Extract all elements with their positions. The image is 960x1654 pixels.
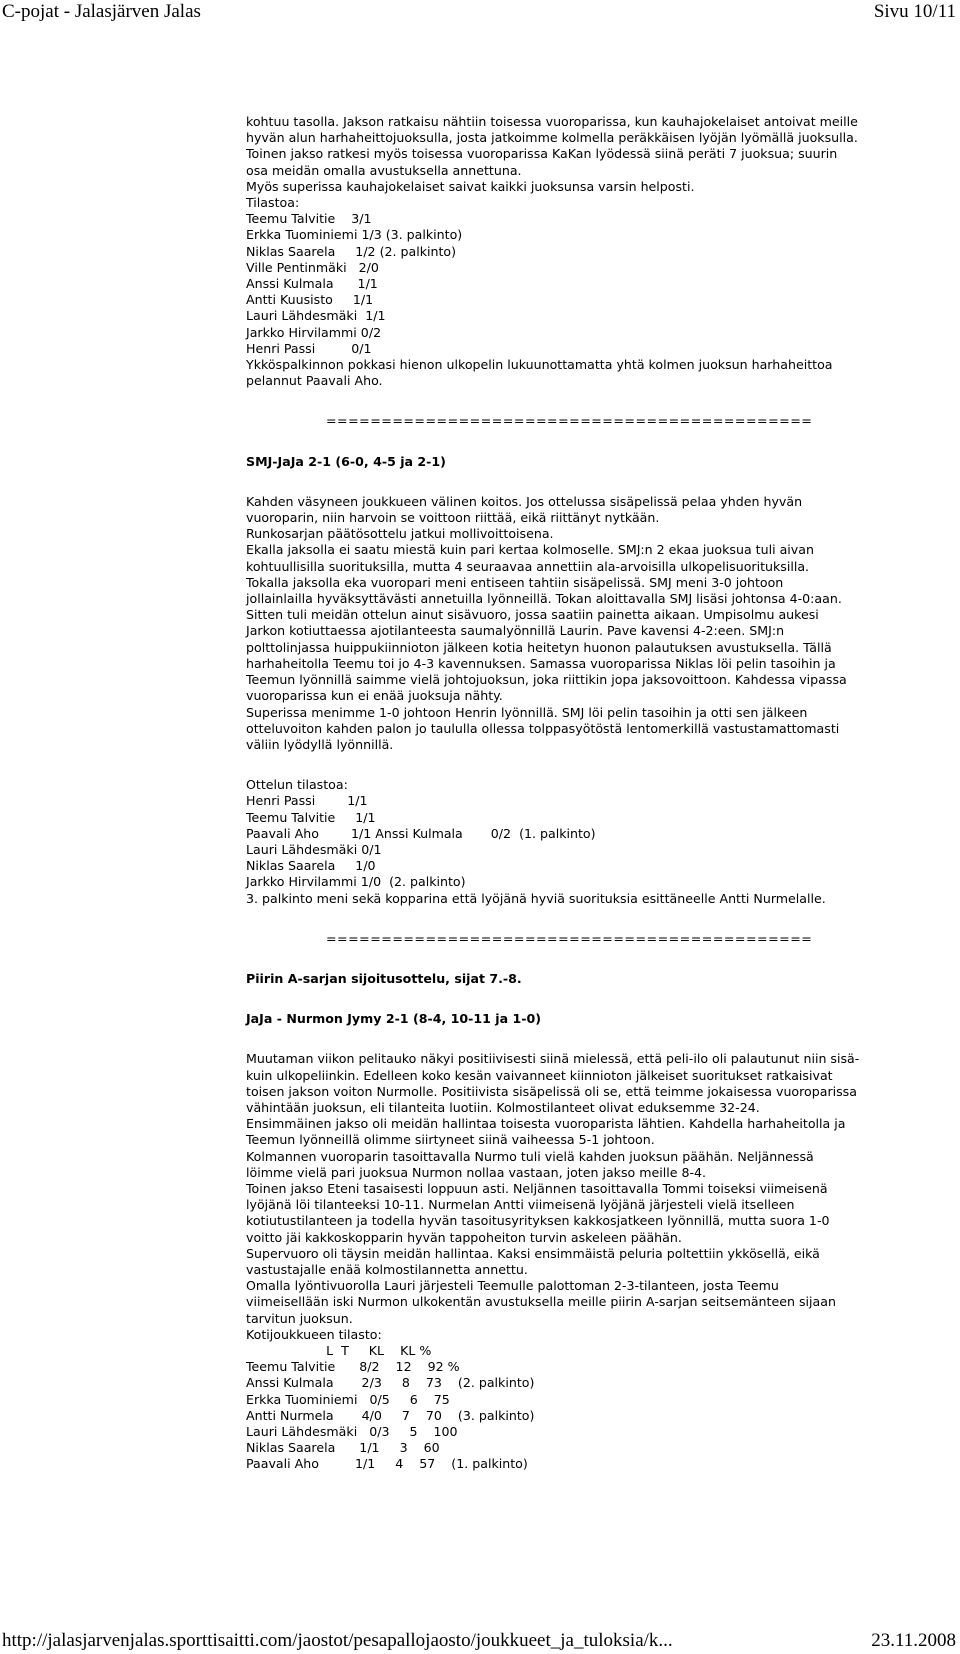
paragraph-line: tarvitun juoksun.: [246, 1310, 353, 1326]
paragraph-line: kuin ulkopeliinkin. Edelleen koko kesän vaivanneet kiinnioton jälkeiset suoritukset ratkaisivat: [246, 1067, 833, 1083]
paragraph-line: Muutaman viikon pelitauko näkyi positiivisesti siinä mielessä, että peli-ilo oli palautunut niin sisä-: [246, 1051, 860, 1067]
paragraph-line: löimme vielä pari juoksua Nurmon nollaa vastaan, joten jakso meille 8-4.: [246, 1164, 707, 1180]
stats-row: 3. palkinto meni sekä kopparina että lyöjänä hyviä suorituksia esittäneelle Antti Nurmelalle.: [246, 890, 826, 906]
stats-row: Teemu Talvitie 3/1: [246, 211, 372, 227]
stats-title: Ottelun tilastoa:: [246, 777, 348, 793]
paragraph-line: viimeisellään iski Nurmon ulkokentän avustuksella meille piirin A-sarjan seitsemänteen sijaan: [246, 1294, 836, 1310]
paragraph-line: kohtuullisilla suorituksilla, mutta 4 seuraavaa annettiin ala-arvoisilla ulkopelisuorituksilla.: [246, 558, 810, 574]
match-report-continued: [246, 114, 926, 389]
paragraph-line: Ensimmäinen jakso oli meidän hallintaa toisesta vuoroparista lähtien. Kahdella harhaheitolla ja: [246, 1116, 846, 1132]
stats-row: Lauri Lähdesmäki 1/1: [246, 308, 386, 324]
stats-title: Kotijoukkueen tilasto:: [246, 1326, 382, 1342]
stats-row: Teemu Talvitie 1/1: [246, 809, 376, 825]
paragraph-line: osa meidän omalla avustuksella annettuna.: [246, 162, 522, 178]
paragraph-line: Ykköspalkinnon pokkasi hienon ulkopelin lukuunottamatta yhtä kolmen juoksun harhaheittoa: [246, 357, 833, 373]
paragraph-line: Runkosarjan päätösottelu jatkui mollivoittoisena.: [246, 526, 554, 542]
paragraph-line: Toinen jakso ratkesi myös toisessa vuoroparissa KaKan lyödessä siinä peräti 7 juoksua; suurin: [246, 146, 838, 162]
print-date: 23.11.2008: [871, 1630, 956, 1651]
paragraph-line: Jarkon kotiuttaessa ajotilanteesta saumalyönnillä Laurin. Pave kavensi 4-2:een. SMJ:n: [246, 623, 785, 639]
match-report-nurmo: [246, 971, 926, 1473]
stats-row: Erkka Tuominiemi 1/3 (3. palkinto): [246, 227, 463, 243]
stats-row: Henri Passi 0/1: [246, 340, 372, 356]
article-content: [246, 114, 926, 1473]
paragraph-line: Kolmannen vuoroparin tasoittavalla Nurmo tuli vielä kahden juoksun päähän. Neljännessä: [246, 1148, 814, 1164]
stats-table-row: Lauri Lähdesmäki 0/3 5 100: [246, 1424, 458, 1440]
paragraph-line: lyöjänä löi tilanteeksi 10-11. Nurmelan Antti viimeisenä lyöjänä järjesteli vielä itselleen: [246, 1197, 795, 1213]
paragraph-line: Ekalla jaksolla ei saatu miestä kuin pari kertaa kolmoselle. SMJ:n 2 ekaa juoksua tuli aivan: [246, 542, 814, 558]
stats-table-header: L T KL KL %: [246, 1343, 432, 1358]
paragraph-line: Toinen jakso Eteni tasaisesti loppuun asti. Neljännen tasoittavalla Tommi toiseksi viimeisenä: [246, 1180, 828, 1196]
separator-line: ============================================: [326, 930, 813, 946]
paragraph-line: Omalla lyöntivuorolla Lauri järjesteli Teemulle palottoman 2-3-tilanteen, josta Teemu: [246, 1278, 779, 1294]
paragraph-line: otteluvoiton kahden palon jo taululla ollessa tolppasyötöstä lentomerkillä vastustamattomasti: [246, 720, 840, 736]
match-heading: SMJ-JaJa 2-1 (6-0, 4-5 ja 2-1): [246, 453, 446, 469]
stats-row: Niklas Saarela 1/2 (2. palkinto): [246, 243, 457, 259]
separator-line: ============================================: [326, 413, 813, 429]
stats-row: Jarkko Hirvilammi 0/2: [246, 324, 382, 340]
stats-table-row: Erkka Tuominiemi 0/5 6 75: [246, 1391, 450, 1407]
stats-row: Ville Pentinmäki 2/0: [246, 259, 379, 275]
match-report-smj: [246, 454, 926, 907]
paragraph-line: Kahden väsyneen joukkueen välinen koitos. Jos ottelussa sisäpelissä pelaa yhden hyvän: [246, 493, 803, 509]
page-header: [0, 0, 960, 26]
paragraph-line: vastustajalle enää kolmostilannetta annettu.: [246, 1261, 528, 1277]
stats-table-row: Antti Nurmela 4/0 7 70 (3. palkinto): [246, 1407, 535, 1423]
paragraph-line: vuoroparin, niin harvoin se voittoon riittää, eikä riittänyt nytkään.: [246, 510, 660, 526]
paragraph-line: toisen jakson voiton Nurmolle. Positiivista sisäpelissä oli se, että teimme jokaisessa vuoroparissa: [246, 1083, 857, 1099]
home-team-stats-table: [246, 1343, 926, 1473]
document-title: C-pojat - Jalasjärven Jalas: [2, 1, 201, 22]
stats-row: Antti Kuusisto 1/1: [246, 292, 374, 308]
stats-table-row: Niklas Saarela 1/1 3 60: [246, 1440, 440, 1456]
paragraph-line: vähintään juoksun, eli tilanteita luotiin. Kolmostilanteet olivat eduksemme 32-24.: [246, 1099, 760, 1115]
stats-row: Lauri Lähdesmäki 0/1: [246, 841, 382, 857]
paragraph-line: polttolinjassa huippukiinnioton jälkeen kotia heitetyn huonon palautuksen avustuksella. Tällä: [246, 639, 832, 655]
match-stats: [246, 793, 926, 906]
stats-table-row: Teemu Talvitie 8/2 12 92 %: [246, 1359, 460, 1375]
stats-row: Paavali Aho 1/1 Anssi Kulmala 0/2 (1. palkinto): [246, 825, 596, 841]
paragraph-line: Teemun lyönneillä olimme siirtyneet siinä vaiheessa 5-1 johtoon.: [246, 1132, 655, 1148]
series-heading: Piirin A-sarjan sijoitusottelu, sijat 7.-8.: [246, 970, 522, 986]
paragraph-line: Myös superissa kauhajokelaiset saivat kaikki juoksunsa varsin helposti.: [246, 178, 695, 194]
paragraph-line: vuoroparissa kun ei enää juoksuja nähty.: [246, 688, 503, 704]
player-stats: [246, 211, 926, 357]
paragraph-line: kohtuu tasolla. Jakson ratkaisu nähtiin toisessa vuoroparissa, kun kauhajokelaiset antoivat meille: [246, 114, 858, 129]
stats-row: Niklas Saarela 1/0: [246, 858, 376, 874]
paragraph-line: väliin lyödyllä lyönnillä.: [246, 736, 394, 752]
stats-row: Henri Passi 1/1: [246, 793, 368, 809]
paragraph-line: Teemun lyönnillä saimme vielä johtojuoksun, joka riittikin jopa jaksovoittoon. Kahdessa vipassa: [246, 672, 847, 688]
paragraph-line: Sitten tuli meidän ottelun ainut sisävuoro, jossa saatiin painetta aikaan. Umpisolmu aukesi: [246, 607, 819, 623]
stats-row: Anssi Kulmala 1/1: [246, 276, 378, 292]
paragraph-line: kotiutustilanteen ja todella hyvän tasoitusyrityksen kakkosjatkeen lyönnillä, mutta suora 1-0: [246, 1213, 830, 1229]
paragraph-line: voitto jäi kakkoskopparin hyvän tappoheiton turvin askeleen päähän.: [246, 1229, 682, 1245]
stats-title: Tilastoa:: [246, 195, 300, 211]
paragraph-line: jollainlailla hyväksyttävästi annetuilla lyönneillä. Tokan aloittavalla SMJ lisäsi johtonsa 4-0:aan.: [246, 591, 842, 607]
stats-table-row: Paavali Aho 1/1 4 57 (1. palkinto): [246, 1456, 528, 1472]
page-number: Sivu 10/11: [873, 1, 956, 22]
paragraph-line: pelannut Paavali Aho.: [246, 373, 383, 389]
paragraph-line: Tokalla jaksolla eka vuoropari meni entiseen tahtiin sisäpelissä. SMJ meni 3-0 johtoon: [246, 574, 784, 590]
stats-table-row: Anssi Kulmala 2/3 8 73 (2. palkinto): [246, 1375, 535, 1391]
match-heading: JaJa - Nurmon Jymy 2-1 (8-4, 10-11 ja 1-0): [246, 1011, 541, 1027]
paragraph-line: harhaheitolla Teemu toi jo 4-3 kavennuksen. Samassa vuoroparissa Niklas löi pelin tasoihin ja: [246, 655, 836, 671]
paragraph-line: hyvän alun harhaheittojuoksulla, josta jatkoimme kolmella peräkkäisen lyöjän lyömällä juoksulla.: [246, 130, 858, 146]
paragraph-line: Supervuoro oli täysin meidän hallintaa. Kaksi ensimmäistä peluria poltettiin ykkösellä, eikä: [246, 1245, 820, 1261]
paragraph-line: Superissa menimme 1-0 johtoon Henrin lyönnillä. SMJ löi pelin tasoihin ja otti sen jälkeen: [246, 704, 808, 720]
stats-row: Jarkko Hirvilammi 1/0 (2. palkinto): [246, 874, 466, 890]
page-footer: [0, 1628, 960, 1654]
source-url: http://jalasjarvenjalas.sporttisaitti.com/jaostot/pesapallojaosto/joukkueet_ja_tuloksia/k...: [2, 1630, 673, 1651]
